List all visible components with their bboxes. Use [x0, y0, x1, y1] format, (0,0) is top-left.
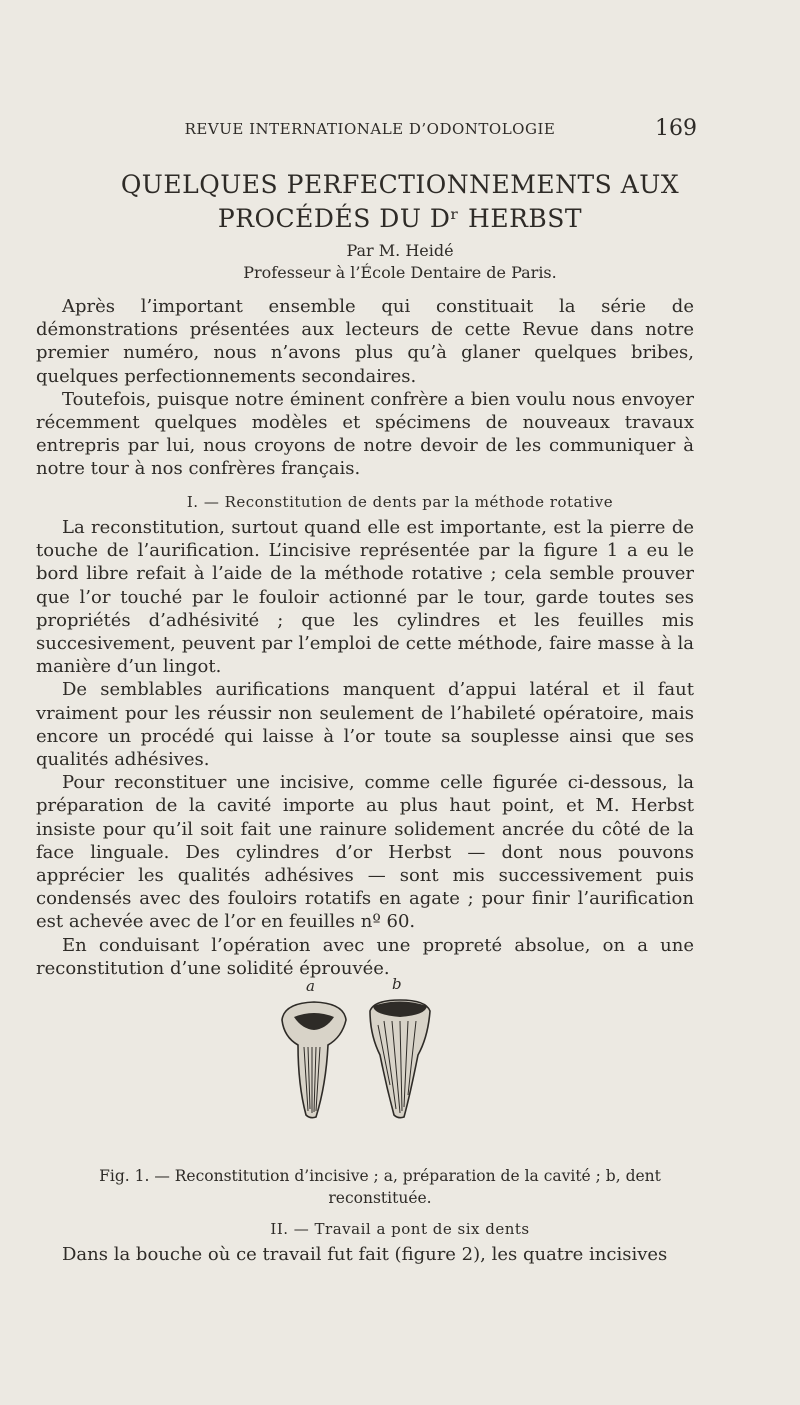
author-byline: Par M. Heidé: [346, 241, 454, 260]
section-heading-2: II. — Travail a pont de six dents: [270, 1220, 530, 1238]
section-2-text: [36, 1243, 694, 1266]
paragraph: En conduisant l’opération avec une propreté absolue, on a une reconstitution d’une solidité éprouvée.: [36, 934, 694, 979]
paragraph: De semblables aurifications manquent d’appui latéral et il faut vraiment pour les réussir non seulement de l’habileté opératoire, mais encore un procédé qui laisse à l’or toute sa souplesse ainsi que ses qualités adhésives.: [36, 679, 694, 771]
figure-1: [270, 975, 440, 1125]
article-title: [80, 168, 720, 236]
paragraph: Toutefois, puisque notre éminent confrère a bien voulu nous envoyer récemment quelques modèles et spécimens de nouveaux travaux entrepris par lui, nous croyons de notre devoir de les communiquer à notre tour à nos confrères français.: [36, 388, 694, 480]
title-line-1: QUELQUES PERFECTIONNEMENTS AUX: [120, 170, 680, 199]
paragraph: Dans la bouche où ce travail fut fait (figure 2), les quatre incisives: [62, 1244, 668, 1265]
caption-line-2: reconstituée.: [328, 1189, 432, 1207]
caption-line-1: Fig. 1. — Reconstitution d’incisive ; a, préparation de la cavité ; b, dent: [99, 1167, 661, 1185]
paragraph: Après l’important ensemble qui constituait la série de démonstrations présentées aux lecteurs de cette Revue dans notre premier numéro, nous n’avons plus qu’à glaner quelques bribes, quelques perfectionnements secondaires.: [36, 296, 694, 387]
page-number: 169: [655, 116, 697, 141]
figure-label-b: b: [392, 975, 402, 993]
incisor-illustration: [270, 975, 440, 1125]
figure-caption: [80, 1165, 680, 1209]
intro-text: [36, 295, 694, 481]
paragraph: La reconstitution, surtout quand elle est importante, est la pierre de touche de l’aurification. L’incisive représentée par la figure 1 a eu le bord libre refait à l’aide de la méthode rotative ; cela semble prouver que l’or touché par le fouloir actionné par le tour, garde toutes ses propriétés d’adhésivité ; que les cylindres et les feuilles mis succesivement, peuvent par l’emploi de cette méthode, faire masse à la manière d’un lingot.: [36, 517, 694, 678]
figure-label-a: a: [306, 977, 315, 995]
author-affiliation: Professeur à l’École Dentaire de Paris.: [243, 263, 557, 282]
section-heading-1: I. — Reconstitution de dents par la méthode rotative: [186, 493, 614, 511]
running-header: REVUE INTERNATIONALE D’ODONTOLOGIE: [184, 120, 556, 138]
title-line-2: PROCÉDÉS DU Dʳ HERBST: [217, 204, 583, 233]
section-1-text: [36, 516, 694, 980]
tooth-a-drawing: [282, 1002, 346, 1118]
tooth-b-drawing: [370, 1000, 430, 1118]
paragraph: Pour reconstituer une incisive, comme celle figurée ci-dessous, la préparation de la cavité importe au plus haut point, et M. Herbst insiste pour qu’il soit fait une rainure solidement ancrée du côté de la face linguale. Des cylindres d’or Herbst — dont nous pouvons apprécier les qualités adhésives — sont mis successivement puis condensés avec des fouloirs rotatifs en agate ; pour finir l’aurification est achevée avec de l’or en feuilles nº 60.: [36, 772, 694, 933]
